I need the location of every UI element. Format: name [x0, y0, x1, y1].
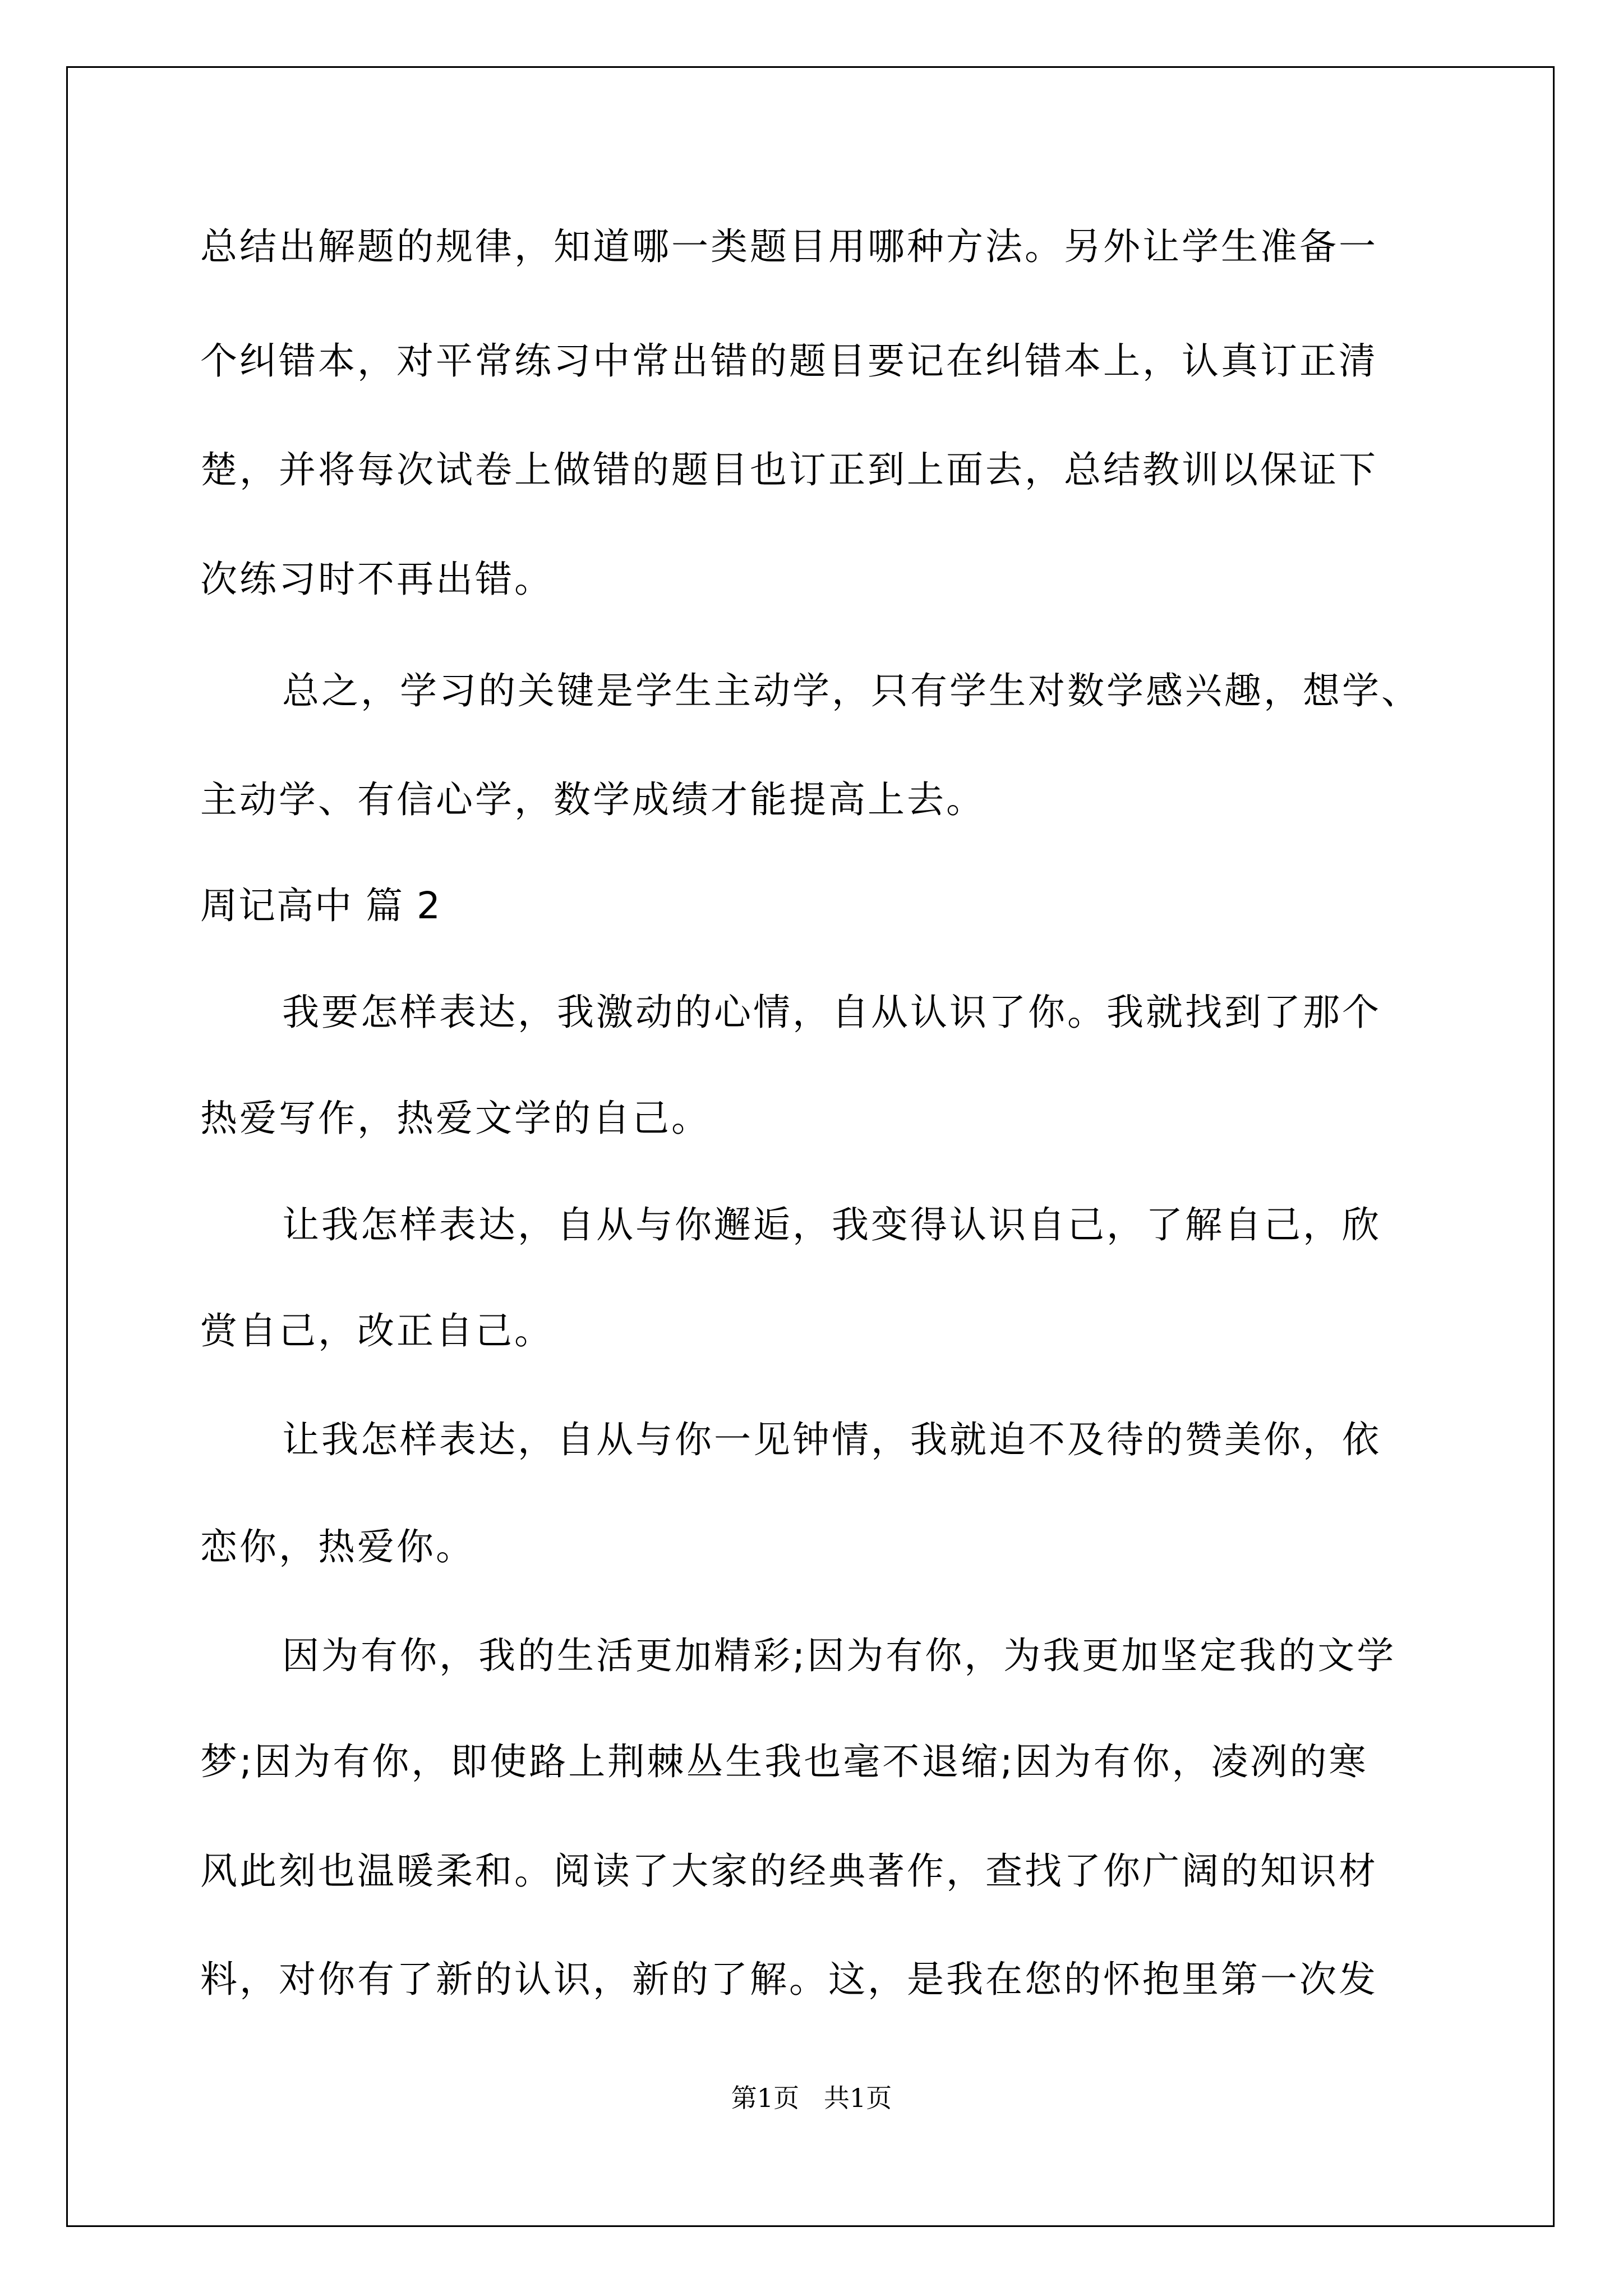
text-line: 恋你，热爱你。 [200, 1525, 475, 1568]
paragraph-start-line: 让我怎样表达，自从与你一见钟情，我就迫不及待的赞美你，依 [282, 1418, 1381, 1461]
text-line: 梦;因为有你，即使路上荆棘丛生我也毫不退缩;因为有你，凌冽的寒 [200, 1740, 1368, 1783]
paragraph-start-line: 让我怎样表达，自从与你邂逅，我变得认识自己，了解自己，欣 [282, 1203, 1381, 1246]
page-border [66, 66, 1555, 2227]
paragraph-start-line: 因为有你，我的生活更加精彩;因为有你，为我更加坚定我的文学 [282, 1634, 1396, 1677]
text-line: 个纠错本，对平常练习中常出错的题目要记在纠错本上，认真订正清 [200, 339, 1378, 383]
page-footer: 第1页 共1页 [731, 2083, 892, 2113]
text-line: 总结出解题的规律，知道哪一类题目用哪种方法。另外让学生准备一 [200, 225, 1378, 268]
text-line: 赏自己，改正自己。 [200, 1309, 554, 1352]
paragraph-start-line: 总之，学习的关键是学生主动学，只有学生对数学感兴趣，想学、 [282, 669, 1421, 712]
text-line: 风此刻也温暖柔和。阅读了大家的经典著作，查找了你广阔的知识材 [200, 1849, 1378, 1893]
section-heading: 周记高中 篇 2 [200, 884, 441, 927]
text-line: 次练习时不再出错。 [200, 558, 554, 601]
paragraph-start-line: 我要怎样表达，我激动的心情，自从认识了你。我就找到了那个 [282, 991, 1381, 1034]
text-line: 主动学、有信心学，数学成绩才能提高上去。 [200, 778, 985, 821]
text-line: 楚，并将每次试卷上做错的题目也订正到上面去，总结教训以保证下 [200, 448, 1378, 491]
text-line: 料，对你有了新的认识，新的了解。这，是我在您的怀抱里第一次发 [200, 1958, 1378, 2001]
text-line: 热爱写作，热爱文学的自己。 [200, 1097, 711, 1140]
